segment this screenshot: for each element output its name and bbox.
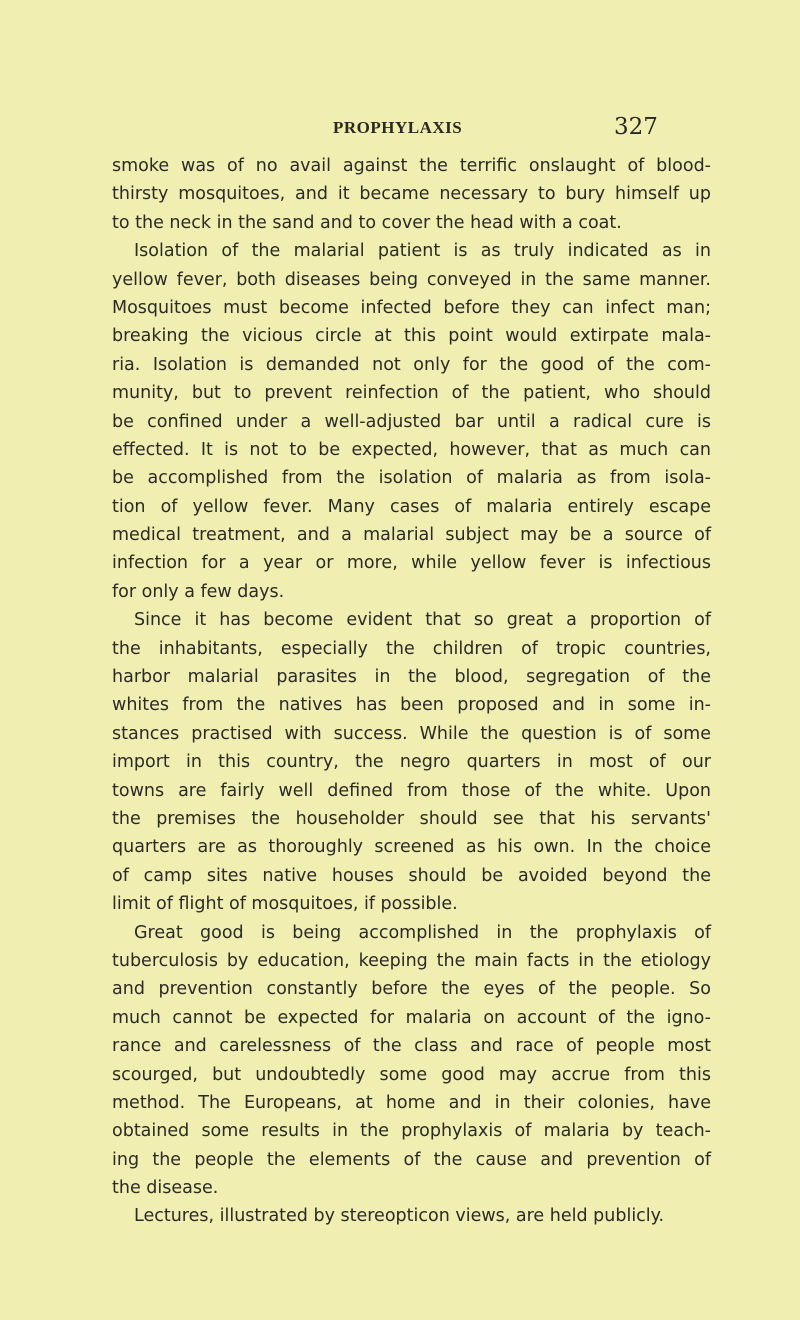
text-line: rance and carelessness of the class and race of people most xyxy=(112,1036,711,1057)
text-line: be confined under a well-adjusted bar until a radical cure is xyxy=(112,411,711,432)
text-line: infection for a year or more, while yellow fever is infectious xyxy=(112,553,711,574)
text-line: stances practised with success. While the question is of some xyxy=(112,723,711,744)
running-title: PROPHYLAXIS xyxy=(333,118,463,137)
text-line: medical treatment, and a malarial subject may be a source of xyxy=(112,525,711,546)
text-line: ing the people the elements of the cause and prevention of xyxy=(112,1149,711,1170)
text-line: tuberculosis by education, keeping the main facts in the etiology xyxy=(112,950,711,971)
text-line: the premises the householder should see that his servants' xyxy=(112,808,711,829)
running-head xyxy=(0,114,800,144)
text-line: thirsty mosquitoes, and it became necessary to bury himself up xyxy=(112,184,711,205)
text-line: yellow fever, both diseases being conveyed in the same manner. xyxy=(112,269,711,290)
text-line: ria. Isolation is demanded not only for the good of the com- xyxy=(112,354,711,375)
text-line: Lectures, illustrated by stereopticon views, are held publicly. xyxy=(134,1206,665,1227)
text-line: breaking the vicious circle at this point would extirpate mala- xyxy=(112,326,711,347)
text-line: limit of flight of mosquitoes, if possible. xyxy=(112,894,458,915)
paragraph xyxy=(112,919,711,1203)
text-line: much cannot be expected for malaria on account of the igno- xyxy=(112,1007,711,1028)
text-line: import in this country, the negro quarters in most of our xyxy=(112,752,711,773)
text-line: Mosquitoes must become infected before they can infect man; xyxy=(112,297,711,318)
text-line: tion of yellow fever. Many cases of malaria entirely escape xyxy=(112,496,711,517)
text-line: Isolation of the malarial patient is as truly indicated as in xyxy=(134,241,711,262)
text-line: harbor malarial parasites in the blood, segregation of the xyxy=(112,667,711,688)
text-line: for only a few days. xyxy=(112,581,285,602)
paragraph xyxy=(112,1202,711,1230)
text-line: to the neck in the sand and to cover the head with a coat. xyxy=(112,212,622,233)
paragraph xyxy=(112,606,711,918)
text-line: whites from the natives has been proposed and in some in- xyxy=(112,695,711,716)
text-line: towns are fairly well defined from those of the white. Upon xyxy=(112,780,711,801)
text-line: Since it has become evident that so great a proportion of xyxy=(134,610,711,631)
text-line: method. The Europeans, at home and in their colonies, have xyxy=(112,1092,711,1113)
text-line: obtained some results in the prophylaxis of malaria by teach- xyxy=(112,1121,711,1142)
paragraph xyxy=(112,152,711,237)
body-text xyxy=(112,152,711,1231)
text-line: quarters are as thoroughly screened as his own. In the choice xyxy=(112,837,711,858)
text-line: munity, but to prevent reinfection of the patient, who should xyxy=(112,383,711,404)
text-line: Great good is being accomplished in the prophylaxis of xyxy=(134,922,711,943)
text-line: the inhabitants, especially the children of tropic countries, xyxy=(112,638,711,659)
text-line: be accomplished from the isolation of malaria as from isola- xyxy=(112,468,711,489)
text-line: of camp sites native houses should be avoided beyond the xyxy=(112,865,711,886)
page-number: 327 xyxy=(614,114,658,140)
text-line: effected. It is not to be expected, however, that as much can xyxy=(112,439,711,460)
text-line: smoke was of no avail against the terrific onslaught of blood- xyxy=(112,156,711,176)
paragraph xyxy=(112,237,711,606)
text-line: scourged, but undoubtedly some good may accrue from this xyxy=(112,1064,711,1085)
text-line: the disease. xyxy=(112,1178,219,1199)
text-line: and prevention constantly before the eyes of the people. So xyxy=(112,979,711,1000)
